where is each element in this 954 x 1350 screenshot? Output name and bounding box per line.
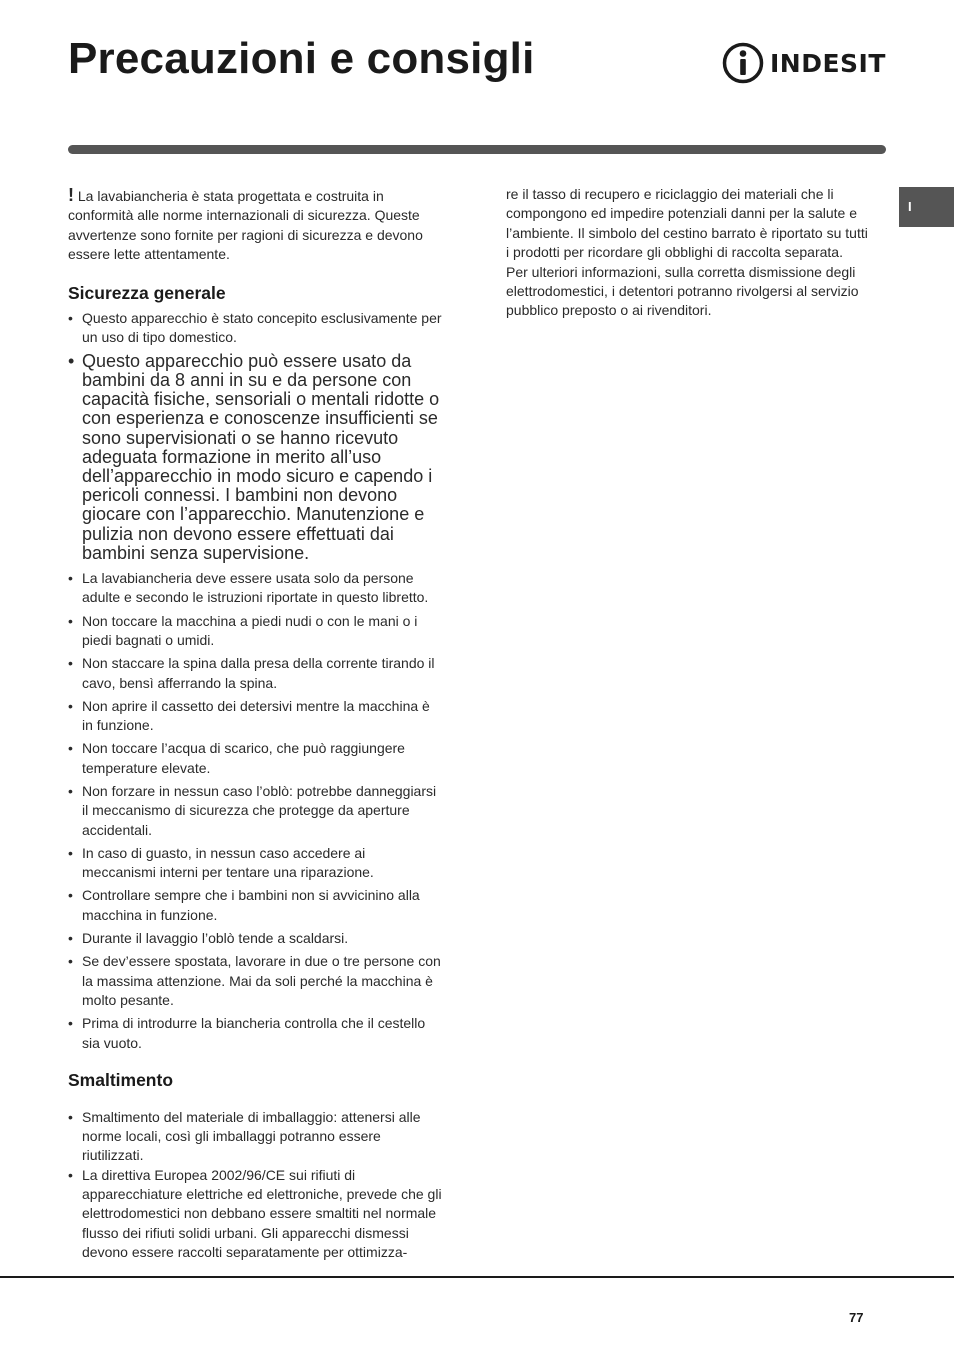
intro-text: La lavabiancheria è stata progettata e costruita in conformità alle norme internazionali di sicurezza. Queste avvertenze sono fornite per ragioni di sicurezza e devono essere lette attentamente.: [68, 188, 423, 262]
list-item: • La direttiva Europea 2002/96/CE sui rifiuti di apparecchiature elettriche ed elettroniche, prevede che gli elettrodomestici non debbano essere smaltiti nel normale flusso dei rifiuti solidi urbani. Gli apparecchi dismessi devono essere raccolti separatamente per ottimizza-: [68, 1166, 443, 1262]
indesit-logo-icon: [722, 42, 764, 84]
list-item: • Controllare sempre che i bambini non si avvicinino alla macchina in funzione.: [68, 886, 443, 925]
right-column: [506, 185, 868, 321]
smaltimento-list: [68, 1108, 443, 1262]
list-item: • Non aprire il cassetto dei detersivi mentre la macchina è in funzione.: [68, 697, 443, 736]
section-title-smaltimento: Smaltimento: [68, 1069, 174, 1090]
page-number: 77: [849, 1310, 864, 1325]
brand-logo: [722, 42, 886, 84]
header-divider-bar: [68, 145, 886, 154]
list-item: • Questo apparecchio può essere usato da bambini da 8 anni in su e da persone con capacità fisiche, sensoriali o mentali ridotte o con esperienza e conoscenze insufficienti se sono supervisionati o se hanno ricevuto adeguata formazione in merito all’uso dell’apparecchio in modo sicuro e capendo i pericoli connessi. I bambini non devono giocare con l’apparecchio. Manutenzione e pulizia non devono essere effettuati dai bambini senza supervisione.: [68, 352, 443, 563]
left-column: [68, 186, 443, 1262]
list-item: • Non toccare l’acqua di scarico, che può raggiungere temperature elevate.: [68, 739, 443, 778]
list-item: • Non forzare in nessun caso l’oblò: potrebbe danneggiarsi il meccanismo di sicurezza che protegge da aperture accidentali.: [68, 782, 443, 840]
smaltimento-continuation: re il tasso di recupero e riciclaggio dei materiali che li compongono ed impedire potenziali danni per la salute e l’ambiente. Il simbolo del cestino barrato è riportato su tutti i prodotti per ricordare gli obblighi di raccolta separata. Per ulteriori informazioni, sulla corretta dismissione degli elettrodomestici, i detentori potranno rivolgersi al servizio pubblico preposto o ai rivenditori.: [506, 186, 868, 319]
list-item: • Smaltimento del materiale di imballaggio: attenersi alle norme locali, così gli imballaggi potranno essere riutilizzati.: [68, 1108, 443, 1166]
brand-name: INDESIT: [770, 48, 886, 78]
footer-divider: [0, 1276, 954, 1278]
list-item: • Prima di introdurre la biancheria controlla che il cestello sia vuoto.: [68, 1014, 443, 1053]
list-item: • In caso di guasto, in nessun caso accedere ai meccanismi interni per tentare una riparazione.: [68, 844, 443, 883]
list-item: • Se dev’essere spostata, lavorare in due o tre persone con la massima attenzione. Mai da soli perché la macchina è molto pesante.: [68, 952, 443, 1010]
page-title: Precauzioni e consigli: [68, 34, 535, 83]
section-title-sicurezza: Sicurezza generale: [68, 283, 226, 304]
list-item: • Questo apparecchio è stato concepito esclusivamente per un uso di tipo domestico.: [68, 309, 443, 348]
intro-paragraph: [68, 186, 443, 264]
list-item: • Non staccare la spina dalla presa della corrente tirando il cavo, bensì afferrando la spina.: [68, 654, 443, 693]
language-tab: I: [899, 187, 954, 227]
sicurezza-list: [68, 309, 443, 1053]
list-item: • Non toccare la macchina a piedi nudi o con le mani o i piedi bagnati o umidi.: [68, 612, 443, 651]
list-item: • La lavabiancheria deve essere usata solo da persone adulte e secondo le istruzioni riportate in questo libretto.: [68, 569, 443, 608]
warning-icon: !: [68, 185, 74, 205]
list-item: • Durante il lavaggio l’oblò tende a scaldarsi.: [68, 929, 443, 948]
